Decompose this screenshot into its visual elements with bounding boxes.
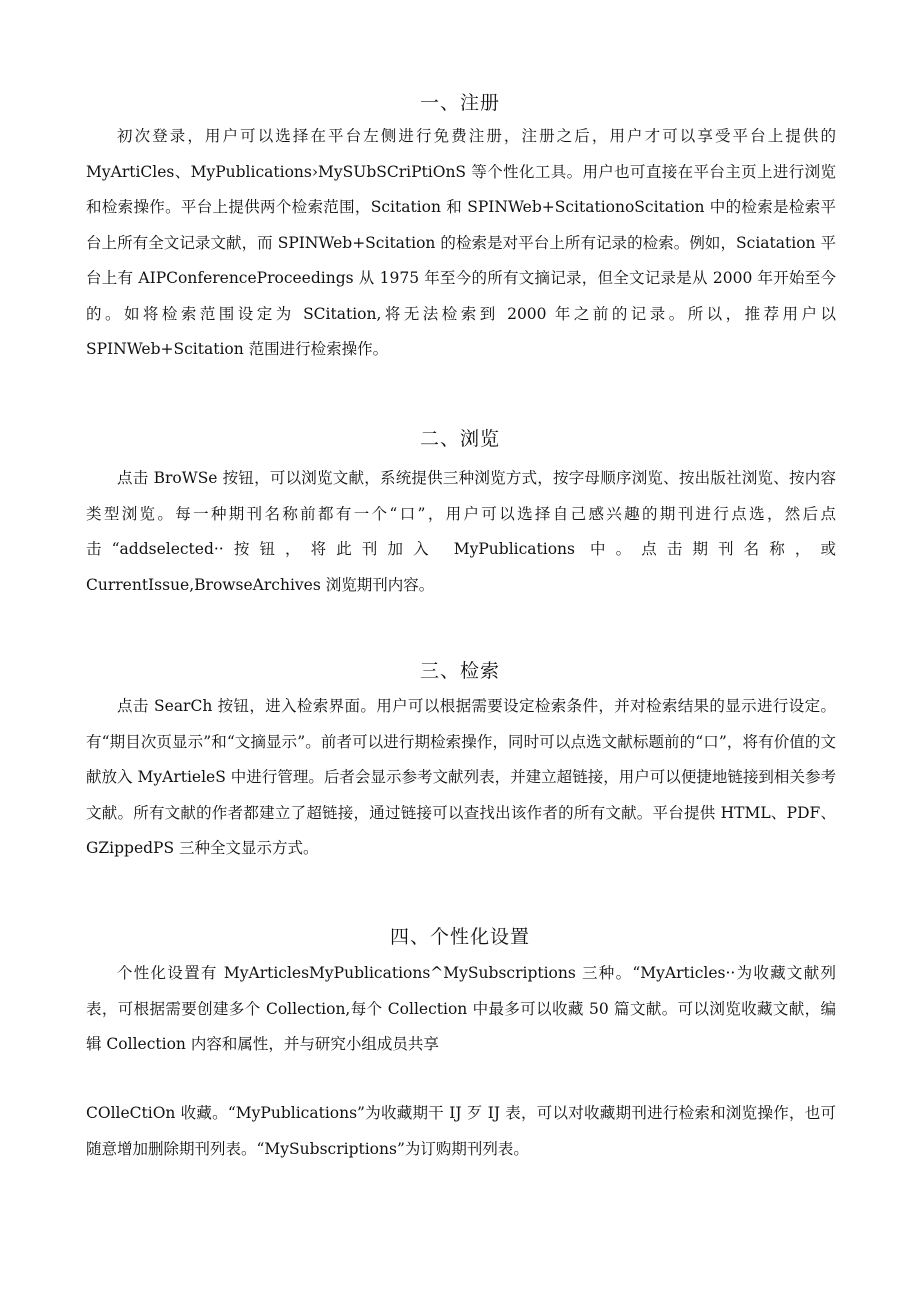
section-title-search: 三、检索 xyxy=(419,660,500,682)
section-title-register: 一、注册 xyxy=(419,92,500,114)
personalization-paragraph-2: COlleCtiOn 收藏。“MyPublications”为收藏期干 IJ 歹 IJ 表，可以对收藏期刊进行检索和浏览操作，也可随意增加删除期刊列表。“MySubscriptions”为订购期刊列表。 xyxy=(86,1104,836,1158)
section-title-browse: 二、浏览 xyxy=(419,428,500,450)
search-paragraph: 点击 SearCh 按钮，进入检索界面。用户可以根据需要设定检索条件，并对检索结果的显示进行设定。有“期目次页显示”和“文摘显示”。前者可以进行期检索操作，同时可以点选文献标题前的“口”，将有价值的文献放入 MyArtieleS 中进行管理。后者会显示参考文献列表，并建立超链接，用户可以便捷地链接到相关参考文献。所有文献的作者都建立了超链接，通过链接可以查找出该作者的所有文献。平台提供 HTML、PDF、GZippedPS 三种全文显示方式。 xyxy=(86,697,836,857)
browse-paragraph: 点击 BroWSe 按钮，可以浏览文献，系统提供三种浏览方式，按字母顺序浏览、按出版社浏览、按内容类型浏览。每一种期刊名称前都有一个“口”，用户可以选择自己感兴趣的期刊进行点选，然后点击“addselected··按钮，将此刊加入 MyPublications 中。点击期刊名称，或 CurrentIssue,BrowseArchives 浏览期刊内容。 xyxy=(86,469,836,594)
section-title-personalization: 四、个性化设置 xyxy=(389,926,530,948)
register-paragraph: 初次登录，用户可以选择在平台左侧进行免费注册，注册之后，用户才可以享受平台上提供的 MyArtiCles、MyPublications›MySUbSCriPtiOnS 等个性化工具。用户也可直接在平台主页上进行浏览和检索操作。平台上提供两个检索范围，Scitation 和 SPINWeb+ScitationoScitation 中的检索是检索平台上所有全文记录文献，而 SPINWeb+Scitation 的检索是对平台上所有记录的检索。例如，Sciatation 平台上有 AIPConferenceProceedings 从 1975 年至今的所有文摘记录，但全文记录是从 2000 年开始至今的。如将检索范围设定为 SCitation,将无法检索到 2000 年之前的记录。所以，推荐用户以 SPINWeb+Scitation 范围进行检索操作。 xyxy=(86,127,836,358)
personalization-paragraph-1: 个性化设置有 MyArticlesMyPublications^MySubscriptions 三种。“MyArticles··为收藏文献列表，可根据需要创建多个 Collection,每个 Collection 中最多可以收藏 50 篇文献。可以浏览收藏文献，编辑 Collection 内容和属性，并与研究小组成员共享 xyxy=(86,964,836,1053)
